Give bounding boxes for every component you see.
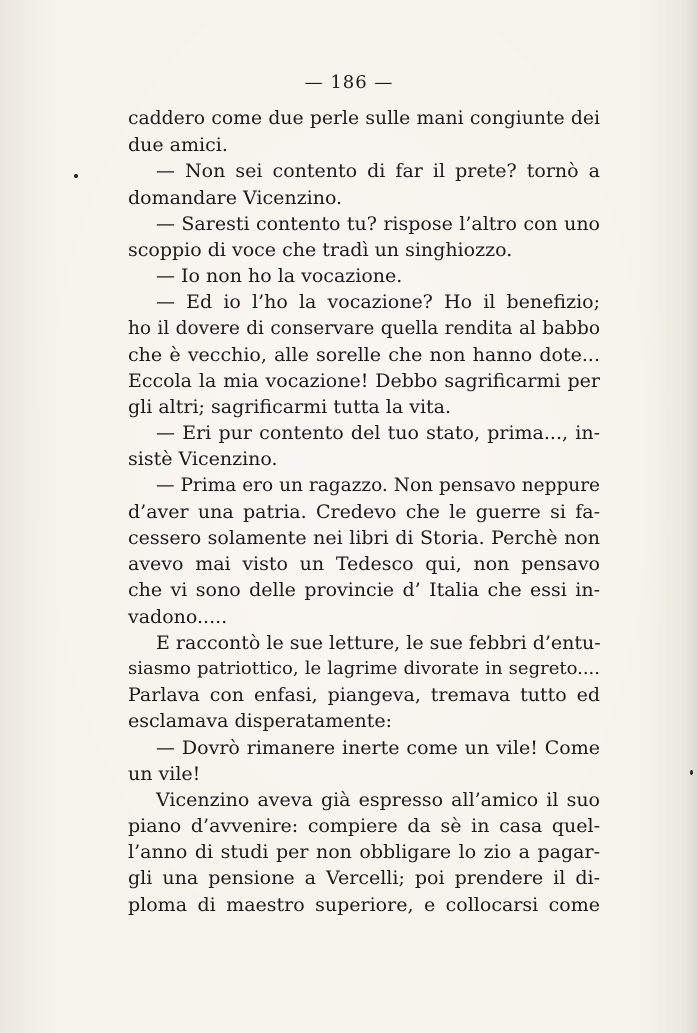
text-line: gli altri; sagrificarmi tutta la vita. — [128, 396, 452, 419]
text-line: esclamava disperatamente: — [128, 710, 393, 733]
text-line: — Ed io l’ho la vocazione? Ho il benefizio; — [156, 291, 600, 314]
text-line: d’aver una patria. Credevo che le guerre si fa- — [128, 500, 600, 523]
text-line: siasmo patriottico, le lagrime divorate in segreto.... — [128, 657, 600, 679]
text-line: un vile! — [128, 762, 201, 785]
text-line: ho il dovere di conservare quella rendita al babbo — [128, 317, 600, 339]
text-line: che è vecchio, alle sorelle che non hanno dote... — [128, 343, 600, 366]
ink-speck — [74, 174, 78, 178]
text-line: sistè Vicenzino. — [128, 448, 278, 471]
body-text — [128, 106, 600, 918]
text-line: — Saresti contento tu? rispose l’altro con uno — [156, 212, 600, 235]
text-line: l’anno di studi per non obbligare lo zio a pagar- — [128, 841, 600, 864]
text-line: — Io non ho la vocazione. — [156, 265, 403, 288]
page-number: — 186 — — [304, 72, 394, 93]
text-line: che vi sono delle provincie d’ Italia che essi in- — [128, 579, 600, 602]
text-line: — Eri pur contento del tuo stato, prima..., in- — [156, 422, 600, 445]
text-line: — Prima ero un ragazzo. Non pensavo neppure — [156, 474, 600, 496]
text-line: due amici. — [128, 134, 228, 157]
text-line: caddero come due perle sulle mani congiunte dei — [128, 108, 600, 129]
text-line: piano d’avvenire: compiere da sè in casa quel- — [128, 815, 600, 838]
text-line: Eccola la mia vocazione! Debbo sagrificarmi per — [128, 369, 600, 392]
text-line: gli una pensione a Vercelli; poi prendere il di- — [128, 867, 600, 890]
text-line: Vicenzino aveva già espresso all’amico il suo — [156, 788, 600, 811]
text-line: E raccontò le sue letture, le sue febbri d’entu- — [156, 631, 601, 654]
ink-speck — [690, 770, 693, 775]
text-line: — Dovrò rimanere inerte come un vile! Come — [156, 736, 600, 759]
text-line: — Non sei contento di far il prete? tornò a — [156, 160, 600, 183]
text-line: domandare Vicenzino. — [128, 186, 343, 209]
text-line: Parlava con enfasi, piangeva, tremava tutto ed — [128, 684, 600, 707]
text-line: scoppio di voce che tradì un singhiozzo. — [128, 238, 513, 261]
text-line: vadono..... — [128, 605, 228, 628]
page-edge-shadow — [684, 0, 698, 1033]
text-line: ploma di maestro superiore, e collocarsi come — [128, 893, 600, 916]
text-line: avevo mai visto un Tedesco qui, non pensavo — [128, 553, 600, 576]
text-line: cessero solamente nei libri di Storia. Perchè non — [128, 527, 600, 549]
